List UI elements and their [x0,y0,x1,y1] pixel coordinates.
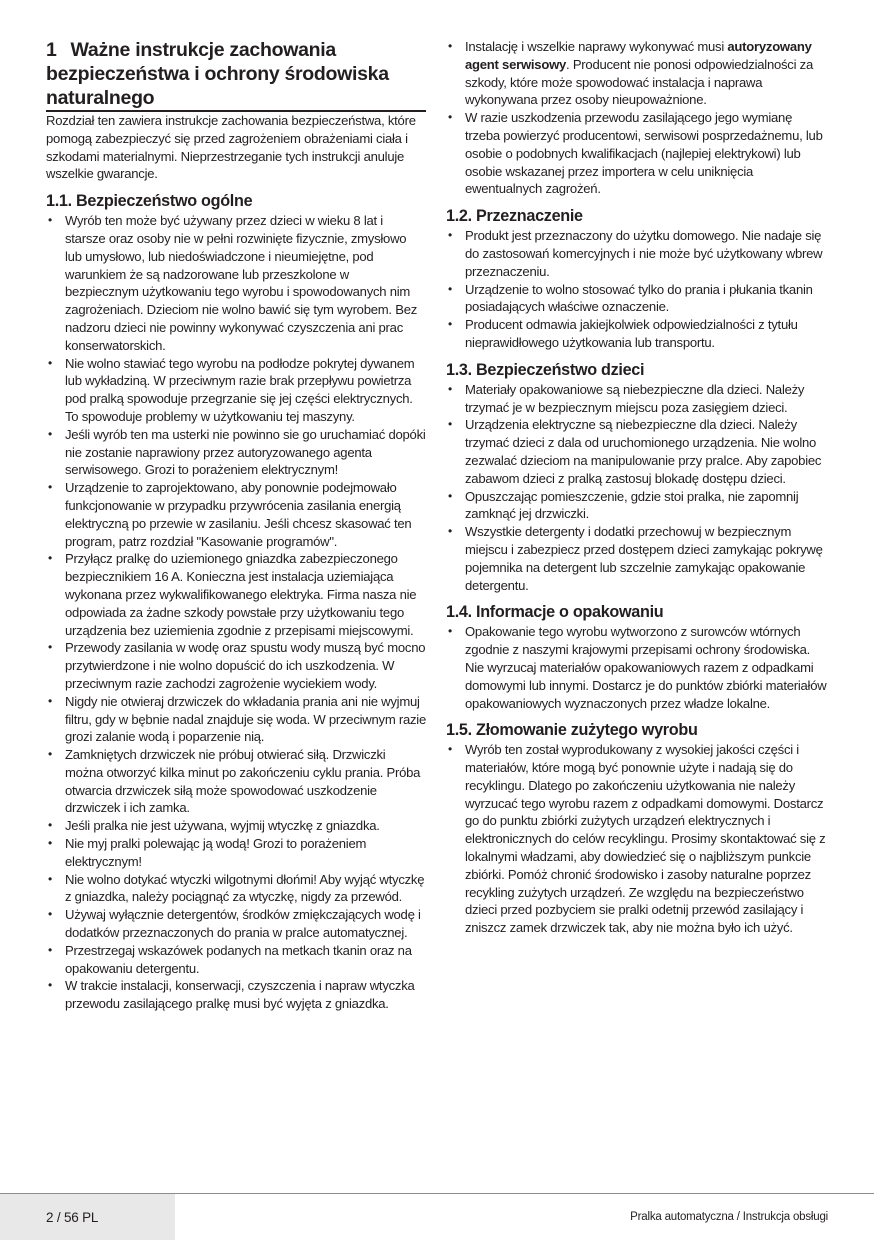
chapter-title-line-3: naturalnego [46,87,155,109]
bullet-icon: • [448,524,452,539]
page-number: 2 / 56 PL [46,1210,99,1225]
bullet-icon: • [48,693,52,708]
bullet-icon: • [448,417,452,432]
list-item: • Opakowanie tego wyrobu wytworzono z surowców wtórnych zgodnie z naszymi krajowymi przepisami ochrony środowiska. Nie wyrzucaj materiałów opakowaniowych razem z odpadkami domowymi lub innymi. Dostarcz je do punktów zbiórki materiałów opakowaniowych wyznaczonych przez władze lokalne. [448,624,827,711]
document-name: Pralka automatyczna / Instrukcja obsługi [630,1211,828,1223]
bullet-icon: • [448,39,452,53]
bullet-icon: • [448,742,452,757]
bullet-icon: • [448,228,452,243]
list-item: • Wszystkie detergenty i dodatki przechowuj w bezpiecznym miejscu i zabezpiecz przed dostępem dzieci zamykając pokrywę pojemnika na detergent lub szczelnie zamykając opakowanie detergentu. [448,524,823,593]
list-item: • Zamkniętych drzwiczek nie próbuj otwierać siłą. Drzwiczki można otworzyć kilka minut po zakończeniu cyklu prania. Próba otwarcia drzwiczek siłą może spowodować uszkodzenie drzwiczek i ich zamka. [48,747,421,816]
bullet-icon: • [48,747,52,762]
bullet-icon: • [448,488,452,503]
list-item: • Nie wolno stawiać tego wyrobu na podłodze pokrytej dywanem lub wykładziną. W przeciwnym razie brak przepływu powietrza pod pralką spowoduje przegrzanie się jej części elektrycznych. To spowoduje problemy w użytkowaniu tej maszyny. [48,355,415,424]
authorized-agent-emphasis: autoryzowany agent serwisowy [465,39,812,72]
bullet-icon: • [448,624,452,639]
chapter-title-line-2: bezpieczeństwa i ochrony środowiska [46,63,389,85]
list-item: • Przestrzegaj wskazówek podanych na metkach tkanin oraz na opakowaniu detergentu. [48,942,412,976]
bullet-icon: • [48,818,52,833]
list-item: • Przewody zasilania w wodę oraz spustu wody muszą być mocno przytwierdzone i nie wolno dopuścić do ich uszkodzenia. W przeciwnym razie zachodzi zagrożenie wyciekiem wody. [48,640,426,691]
right-column [446,38,830,937]
list-item: • Jeśli pralka nie jest używana, wyjmij wtyczkę z gniazdka. [48,818,380,834]
bullet-icon: • [48,355,52,370]
list-item: • W trakcie instalacji, konserwacji, czyszczenia i napraw wtyczka przewodu zasilającego pralkę musi być wyjęta z gniazdka. [48,978,415,1012]
chapter-title-line-1: Ważne instrukcje zachowania [70,39,336,61]
list-item: • Urządzenie to zaprojektowano, aby ponownie podejmowało funkcjonowanie w przypadku przywrócenia zasilania energią elektryczną po przewie w zasilaniu. Jeśli chcesz skasować ten program, patrz rozdział "Kasowanie programów". [48,480,412,549]
list-item: • Nie wolno dotykać wtyczki wilgotnymi dłońmi! Aby wyjąć wtyczkę z gniazdka, należy pociągnąć za wtyczkę, nigdy za przewód. [48,871,425,905]
chapter-intro: Rozdział ten zawiera instrukcje zachowania bezpieczeństwa, które pomogą zabezpieczyć się przed zagrożeniem obrażeniami ciała i szkodami materialnymi. Nieprzestrzeganie tych instrukcji anuluje wszelkie gwarancje. [46,113,416,182]
list-item: • Nie myj pralki polewając ją wodą! Grozi to porażeniem elektrycznym! [48,836,367,869]
bullet-icon: • [48,426,52,441]
bullet-icon: • [448,110,452,125]
section-1-2-heading: 1.2. Przeznaczenie [446,207,583,226]
section-1-5-list [446,741,830,937]
bullet-icon: • [48,871,52,886]
bullet-icon: • [48,640,52,655]
section-1-4-heading: 1.4. Informacje o opakowaniu [446,603,664,622]
list-item: • Opuszczając pomieszczenie, gdzie stoi pralka, nie zapomnij zamknąć jej drzwiczki. [448,488,799,522]
list-item: • Urządzenie to wolno stosować tylko do prania i płukania tkanin posiadających właściwe oznaczenie. [448,281,813,315]
bullet-icon: • [48,480,52,495]
section-1-1-list-continued [446,38,830,198]
bullet-icon: • [448,281,452,296]
section-1-3-list [446,381,830,595]
bullet-icon: • [48,213,52,228]
bullet-icon: • [48,907,52,922]
section-1-1-list [46,212,426,1013]
list-item: • Nigdy nie otwieraj drzwiczek do wkładania prania ani nie wyjmuj filtru, gdy w bębnie nadal znajduje się woda. W przeciwnym razie grozi zalanie wodą i poparzenie nią. [48,693,426,745]
list-item: • Materiały opakowaniowe są niebezpieczne dla dzieci. Należy trzymać je w bezpiecznym miejscu poza zasięgiem dzieci. [448,381,805,415]
chapter-title [46,38,426,110]
left-column [46,38,426,1013]
list-item: • Używaj wyłącznie detergentów, środków zmiękczających wodę i dodatków przeznaczonych do prania w pralce automatycznej. [48,907,421,941]
chapter-number: 1 [46,39,57,61]
section-1-5-heading: 1.5. Złomowanie zużytego wyrobu [446,721,698,740]
section-1-3-heading: 1.3. Bezpieczeństwo dzieci [446,360,645,379]
bullet-icon: • [448,381,452,396]
list-item: • Producent odmawia jakiejkolwiek odpowiedzialności z tytułu nieprawidłowego użytkowania lub transportu. [448,317,798,350]
list-item: • Produkt jest przeznaczony do użytku domowego. Nie nadaje się do zastosowań komercyjnych i nie może być użytkowany wbrew przeznaczeniu. [448,228,823,279]
bullet-icon: • [48,836,52,851]
section-1-4-list [446,623,830,712]
list-item: • Jeśli wyrób ten ma usterki nie powinno sie go uruchamiać dopóki nie zostanie naprawiony przez autoryzowanego agenta serwisowego. Grozi to porażeniem elektrycznym! [48,426,426,478]
bullet-icon: • [48,942,52,957]
list-item: • Przyłącz pralkę do uziemionego gniazdka zabezpieczonego bezpiecznikiem 16 A. Konieczna jest instalacja uziemiająca wykonana przez wykwalifikowanego elektryka. Firma nasza nie odpowiada za żadne szkody powstałe przy użytkowaniu tego urządzenia bez uziemienia zgodnie z przepisami miejscowymi. [48,551,417,638]
list-item: • Urządzenia elektryczne są niebezpieczne dla dzieci. Należy trzymać dzieci z dala od uruchomionego urządzenia. Nie wolno zezwalać dzieciom na manipulowanie przy pralce. Aby zapobiec zabawom dzieci z pralką zastosuj blokadę dostępu dzieci. [448,417,822,486]
list-item: • W razie uszkodzenia przewodu zasilającego jego wymianę trzeba powierzyć producentowi, serwisowi posprzedażnemu, lub osobie o podobnych kwalifikacjach (najlepiej elektrykowi) lub osobie wskazanej przez importera w celu uniknięcia ewentualnych zagrożeń. [448,110,823,197]
section-1-1-heading: 1.1. Bezpieczeństwo ogólne [46,192,253,211]
list-item: • Wyrób ten może być używany przez dzieci w wieku 8 lat i starsze oraz osoby nie w pełni rozwinięte fizycznie, zmysłowo lub umysłowo, lub niedoświadczone i nieumiejętne, pod warunkiem że są nadzorowane lub przeszkolone w bezpiecznym użytkowaniu tego wyrobu i spowodowanych nim zagrożeniach. Dzieciom nie wolno bawić się tym wyrobem. Bez nadzoru dzieci nie powinny wykonywać czyszczenia ani prac konserwatorskich. [48,213,418,353]
list-item: • Instalację i wszelkie naprawy wykonywać musi autoryzowany agent serwisowy. Producent nie ponosi odpowiedzialności za szkody, które może spowodować instalacja i naprawa wykonywana przez osoby nieupoważnione. [448,39,813,108]
list-item: • Wyrób ten został wyprodukowany z wysokiej jakości części i materiałów, które mogą być ponownie użyte i nadają się do recyklingu. Dlatego po zakończeniu użytkowania nie należy wyrzucać tego wyrobu razem z odpadkami domowymi. Dostarcz go do punktu zbiórki zużytych urządzeń elektrycznych i elektronicznych do celów recyklingu. Prosimy skontaktować się z lokalnymi władzami, aby dowiedzieć się o najbliższym punkcie zbiórki. Pomóż chronić środowisko i zasoby naturalne poprzez recykling zużytych urządzeń. Ze względu na bezpieczeństwo dzieci przed pozbyciem sie pralki odetnij przewód zasilający i zniszcz zamek drzwiczek tak, aby nie można było ich użyć. [448,742,826,936]
section-1-2-list [446,227,830,352]
bullet-icon: • [448,317,452,332]
bullet-icon: • [48,551,52,566]
bullet-icon: • [48,978,52,993]
